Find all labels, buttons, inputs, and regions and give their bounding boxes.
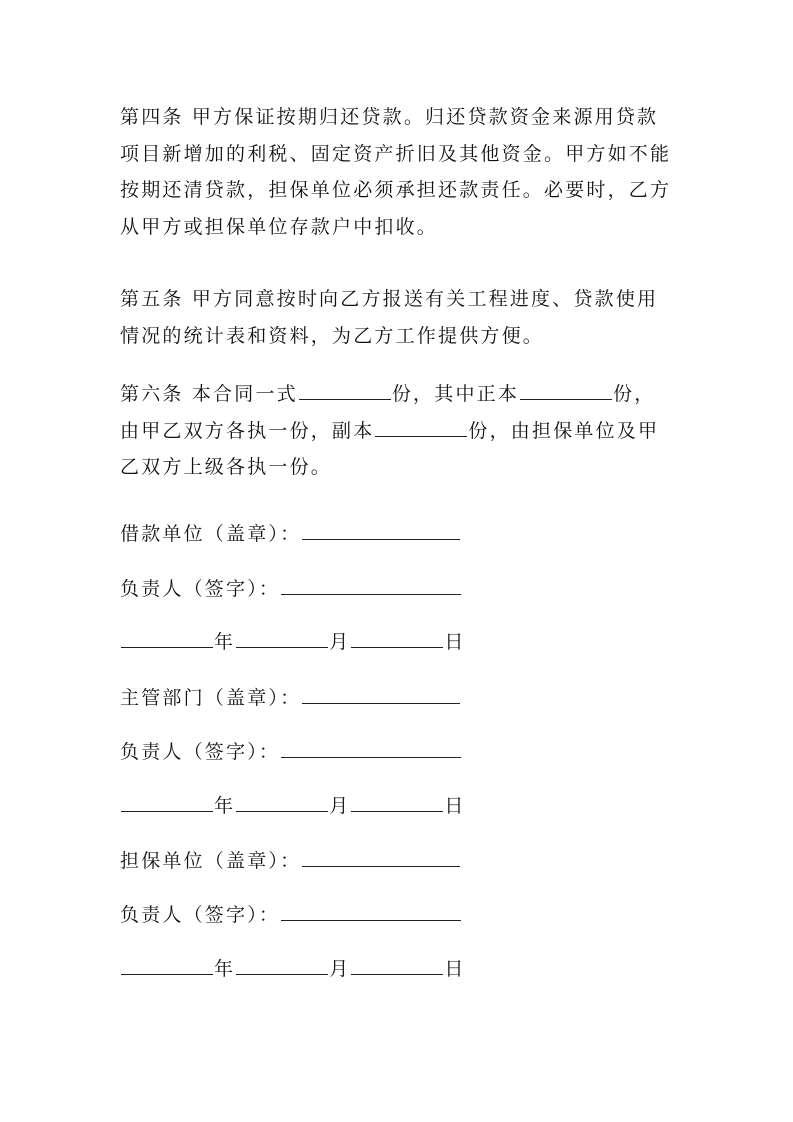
supervisor-seal-label: 主管部门（盖章）： bbox=[120, 687, 302, 709]
year-blank[interactable] bbox=[121, 956, 213, 975]
article-6-line-3: 乙双方上级各执一份。 bbox=[120, 456, 333, 478]
article-6-text: 份，其中正本 bbox=[391, 383, 520, 405]
article-6-text: 第六条 本合同一式 bbox=[120, 383, 298, 405]
article-6-text: 份， bbox=[613, 383, 656, 405]
day-blank[interactable] bbox=[351, 956, 443, 975]
article-6-line-1 bbox=[120, 376, 680, 413]
article-4-line: 按期还清贷款，担保单位必须承担还款责任。必要时，乙方 bbox=[120, 179, 672, 201]
guarantor-person-line bbox=[120, 901, 462, 929]
article-4-line: 项目新增加的利税、固定资产折旧及其他资金。甲方如不能 bbox=[120, 142, 672, 165]
year-label: 年 bbox=[214, 958, 236, 980]
supervisor-date-line bbox=[120, 792, 466, 820]
month-label: 月 bbox=[329, 958, 351, 980]
day-label: 日 bbox=[444, 631, 466, 653]
year-blank[interactable] bbox=[121, 629, 213, 648]
copies-duplicate-blank[interactable] bbox=[375, 418, 467, 437]
borrower-date-line bbox=[120, 628, 466, 656]
guarantor-person-label: 负责人（签字）： bbox=[120, 904, 281, 926]
article-5-paragraph bbox=[120, 281, 680, 354]
borrower-person-label: 负责人（签字）： bbox=[120, 578, 281, 600]
guarantor-seal-blank[interactable] bbox=[302, 848, 460, 867]
article-6-line-2 bbox=[120, 413, 680, 450]
year-label: 年 bbox=[214, 631, 236, 653]
day-blank[interactable] bbox=[351, 629, 443, 648]
borrower-seal-label: 借款单位（盖章）： bbox=[120, 523, 302, 545]
day-label: 日 bbox=[444, 958, 466, 980]
article-6-paragraph bbox=[120, 376, 680, 486]
article-4-paragraph bbox=[120, 99, 680, 245]
guarantor-seal-line bbox=[120, 847, 461, 875]
supervisor-seal-blank[interactable] bbox=[302, 685, 460, 704]
borrower-person-line bbox=[120, 575, 462, 603]
guarantor-signature-blank[interactable] bbox=[281, 902, 461, 921]
month-label: 月 bbox=[329, 795, 351, 817]
supervisor-seal-line bbox=[120, 684, 461, 712]
year-blank[interactable] bbox=[121, 793, 213, 812]
copies-total-blank[interactable] bbox=[299, 381, 391, 400]
day-label: 日 bbox=[444, 795, 466, 817]
copies-original-blank[interactable] bbox=[520, 381, 612, 400]
guarantor-date-line bbox=[120, 955, 466, 983]
borrower-seal-blank[interactable] bbox=[302, 521, 460, 540]
article-4-line: 第四条 甲方保证按期归还贷款。归还贷款资金来源用贷款 bbox=[120, 106, 659, 128]
supervisor-person-line bbox=[120, 738, 462, 766]
supervisor-signature-blank[interactable] bbox=[281, 739, 461, 758]
month-blank[interactable] bbox=[236, 793, 328, 812]
month-label: 月 bbox=[329, 631, 351, 653]
borrower-signature-blank[interactable] bbox=[281, 576, 461, 595]
year-label: 年 bbox=[214, 795, 236, 817]
article-4-line: 从甲方或担保单位存款户中扣收。 bbox=[120, 215, 439, 238]
supervisor-person-label: 负责人（签字）： bbox=[120, 741, 281, 763]
article-6-text: 由甲乙双方各执一份，副本 bbox=[120, 419, 375, 442]
month-blank[interactable] bbox=[236, 956, 328, 975]
month-blank[interactable] bbox=[236, 629, 328, 648]
borrower-seal-line bbox=[120, 520, 461, 548]
article-5-line: 情况的统计表和资料，为乙方工作提供方便。 bbox=[120, 324, 545, 347]
day-blank[interactable] bbox=[351, 793, 443, 812]
guarantor-seal-label: 担保单位（盖章）： bbox=[120, 850, 302, 872]
article-6-text: 份，由担保单位及甲 bbox=[468, 419, 660, 442]
article-5-line: 第五条 甲方同意按时向乙方报送有关工程进度、贷款使用 bbox=[120, 288, 659, 310]
